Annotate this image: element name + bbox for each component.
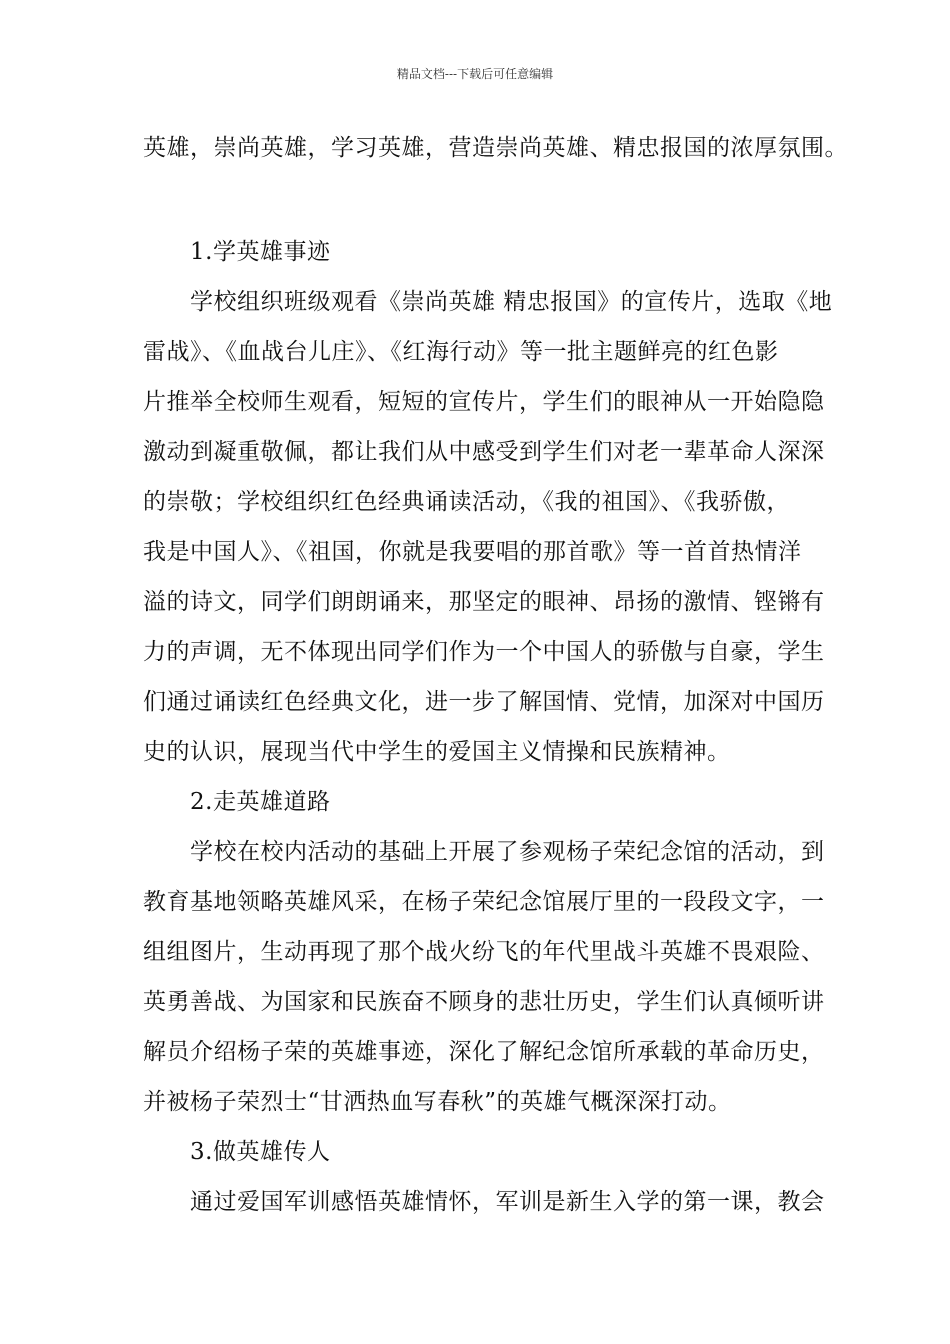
body-line: 组组图片，生动再现了那个战火纷飞的年代里战斗英雄不畏艰险、: [143, 939, 825, 965]
body-line: 溢的诗文，同学们朗朗诵来，那坚定的眼神、昂扬的激情、铿锵有: [143, 589, 825, 615]
body-line: 我是中国人》、《祖国，你就是我要唱的那首歌》等一首首热情洋: [143, 539, 802, 565]
body-line: 学校在校内活动的基础上开展了参观杨子荣纪念馆的活动，到: [190, 839, 825, 865]
body-line: 学校组织班级观看《崇尚英雄 精忠报国》的宣传片，选取《地: [190, 289, 833, 315]
body-line: 通过爱国军训感悟英雄情怀，军训是新生入学的第一课，教会: [190, 1189, 825, 1215]
body-line: 们通过诵读红色经典文化，进一步了解国情、党情，加深对中国历: [143, 689, 825, 715]
body-line: 解员介绍杨子荣的英雄事迹，深化了解纪念馆所承载的革命历史，: [143, 1039, 825, 1065]
page-header: 精品文档---下载后可任意编辑: [396, 67, 554, 81]
body-line: 英勇善战、为国家和民族奋不顾身的悲壮历史，学生们认真倾听讲: [143, 989, 825, 1015]
body-line: 并被杨子荣烈士“甘洒热血写春秋”的英雄气概深深打动。: [143, 1089, 732, 1115]
body-line: 史的认识，展现当代中学生的爱国主义情操和民族精神。: [143, 739, 731, 765]
body-line: 雷战》、《血战台儿庄》、《红海行动》等一批主题鲜亮的红色影: [143, 339, 779, 365]
body-line: 力的声调，无不体现出同学们作为一个中国人的骄傲与自豪，学生: [143, 639, 825, 665]
section-heading: 3.做英雄传人: [190, 1139, 331, 1165]
section-heading: 2.走英雄道路: [190, 789, 331, 815]
section-heading: 1.学英雄事迹: [190, 239, 331, 265]
body-line: 激动到凝重敬佩，都让我们从中感受到学生们对老一辈革命人深深: [143, 439, 825, 465]
body-line: 教育基地领略英雄风采，在杨子荣纪念馆展厅里的一段段文字，一: [143, 889, 825, 915]
body-line: 英雄，崇尚英雄，学习英雄，营造崇尚英雄、精忠报国的浓厚氛围。: [143, 135, 848, 161]
body-line: 片推举全校师生观看，短短的宣传片，学生们的眼神从一开始隐隐: [143, 389, 825, 415]
body-line: 的崇敬；学校组织红色经典诵读活动，《我的祖国》、《我骄傲，: [143, 489, 790, 515]
